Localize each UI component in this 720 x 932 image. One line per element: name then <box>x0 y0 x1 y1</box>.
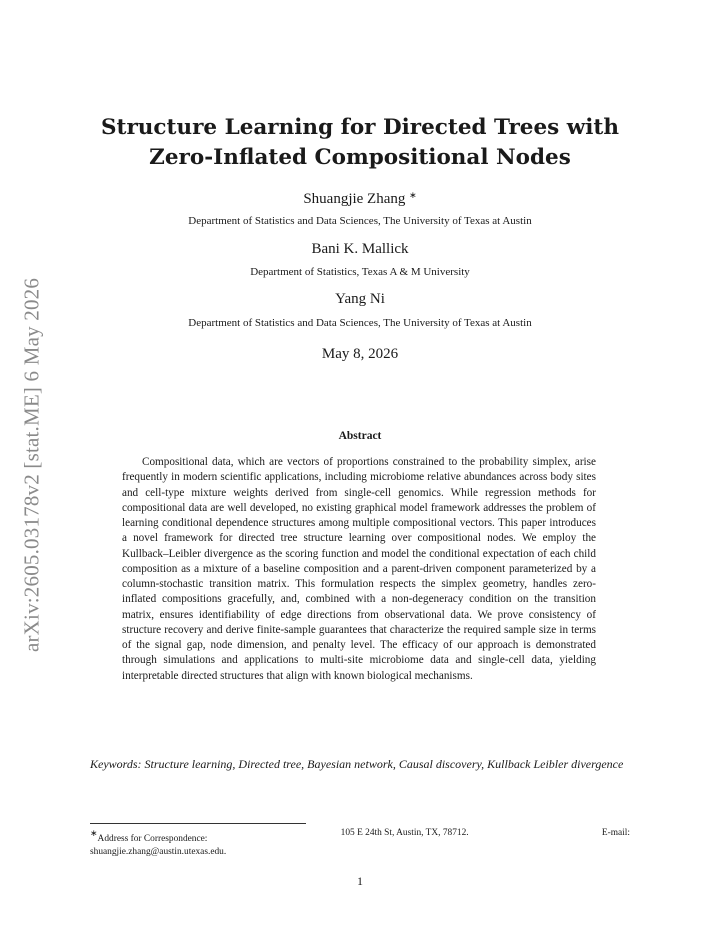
title-line-2: Zero-Inflated Compositional Nodes <box>149 145 571 170</box>
keywords: Keywords: Structure learning, Directed tree, Bayesian network, Causal discovery, Kullback Leibler divergence <box>90 757 624 771</box>
author-2 <box>90 241 630 258</box>
arxiv-identifier-stamp: arXiv:2605.03178v2 [stat.ME] 6 May 2026 <box>19 277 44 653</box>
author-3-affiliation: Department of Statistics and Data Sciences, The University of Texas at Austin <box>188 317 532 329</box>
author-2-name: Bani K. Mallick <box>311 241 409 257</box>
publication-date: May 8, 2026 <box>321 346 399 362</box>
footnote-email: shuangjie.zhang@austin.utexas.edu. <box>90 846 227 857</box>
author-1-name: Shuangjie Zhang <box>303 191 406 207</box>
author-3 <box>90 291 630 308</box>
author-1 <box>90 190 630 208</box>
footnote-label-text: Address for Correspondence: <box>97 834 208 844</box>
paper-title <box>90 113 630 173</box>
footnote <box>90 827 630 858</box>
author-2-affiliation: Department of Statistics, Texas A & M University <box>250 266 470 278</box>
footnote-line-1 <box>90 827 630 846</box>
abstract-body: Compositional data, which are vectors of proportions constrained to the probability simplex, arise frequently in modern scientific applications, including microbiome relative abundances across body sites and cell-type mixture weights derived from single-cell genomics. While regression methods for compositional data are well developed, no existing graphical model framework addresses the problem of learning conditional dependence structures among multiple compositional vectors. This paper introduces a novel framework for directed tree structure learning over compositional nodes. We employ the Kullback–Leibler divergence as the scoring function and model the conditional expectation of each child composition as a mixture of a baseline composition and a parent-driven component parameterized by a column-stochastic transition matrix. This formulation respects the simplex geometry, handles zero-inflated compositions gracefully, and, combined with a non-degeneracy condition on the transition matrix, ensures identifiability of edge directions from observational data. We prove consistency of structure recovery and derive finite-sample guarantees that characterize the required sample size in terms of the signal gap, node dimension, and penalty level. The efficacy of our approach is demonstrated through simulations and applications to multi-site microbiome data and single-cell data, yielding interpretable directed structures that align with known biological mechanisms. <box>122 456 596 682</box>
author-3-name: Yang Ni <box>335 291 385 307</box>
footnote-divider <box>90 823 306 824</box>
footnote-email-label: E-mail: <box>601 828 630 838</box>
footnote-address: 105 E 24th St, Austin, TX, 78712. <box>340 828 469 838</box>
abstract-heading: Abstract <box>338 430 382 442</box>
author-1-footnote-mark: ∗ <box>409 190 417 200</box>
page-number: 1 <box>357 874 363 888</box>
author-1-affiliation: Department of Statistics and Data Sciences, The University of Texas at Austin <box>188 215 532 227</box>
footnote-label <box>90 827 207 846</box>
footnote-mark: ∗ <box>90 828 98 838</box>
title-line-1: Structure Learning for Directed Trees with <box>101 115 619 140</box>
